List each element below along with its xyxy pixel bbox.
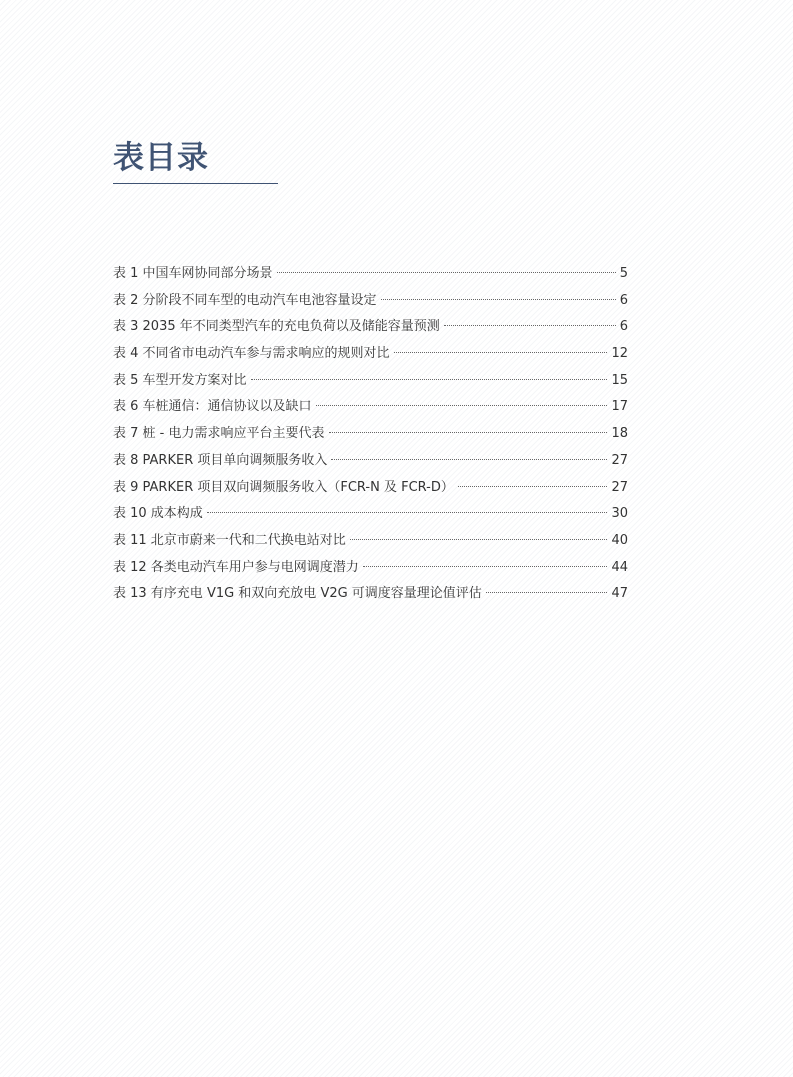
toc-entry-page: 5 bbox=[619, 266, 628, 281]
toc-dot-leader bbox=[277, 272, 616, 273]
toc-entry[interactable] bbox=[113, 342, 628, 369]
toc-entry-page: 17 bbox=[611, 399, 628, 415]
toc-entry-title: 表 3 2035 年不同类型汽车的充电负荷以及储能容量预测 bbox=[113, 319, 440, 335]
toc-entry-title: 表 12 各类电动汽车用户参与电网调度潜力 bbox=[113, 559, 359, 575]
toc-entry[interactable] bbox=[113, 395, 628, 422]
toc-dot-leader bbox=[444, 325, 616, 326]
table-of-contents bbox=[113, 262, 628, 609]
toc-entry-title: 表 6 车桩通信：通信协议以及缺口 bbox=[113, 399, 312, 415]
toc-entry[interactable] bbox=[113, 369, 628, 396]
toc-entry-page: 40 bbox=[611, 532, 628, 548]
toc-entry-title: 表 2 分阶段不同车型的电动汽车电池容量设定 bbox=[113, 292, 377, 308]
toc-dot-leader bbox=[458, 486, 608, 487]
toc-entry-title: 表 13 有序充电 V1G 和双向充放电 V2G 可调度容量理论值评估 bbox=[113, 586, 482, 602]
toc-entry-title: 表 8 PARKER 项目单向调频服务收入 bbox=[113, 452, 328, 468]
toc-entry-page: 44 bbox=[611, 559, 628, 575]
toc-entry[interactable] bbox=[113, 449, 628, 476]
toc-entry[interactable] bbox=[113, 556, 628, 583]
toc-entry-title: 表 7 桩 - 电力需求响应平台主要代表 bbox=[113, 426, 325, 442]
toc-entry-page: 47 bbox=[611, 586, 628, 602]
toc-dot-leader bbox=[350, 539, 608, 540]
toc-entry-title: 表 4 不同省市电动汽车参与需求响应的规则对比 bbox=[113, 346, 390, 362]
toc-dot-leader bbox=[316, 405, 608, 406]
toc-entry[interactable] bbox=[113, 582, 628, 609]
toc-dot-leader bbox=[363, 566, 608, 567]
toc-entry-page: 30 bbox=[611, 506, 628, 522]
toc-entry[interactable] bbox=[113, 422, 628, 449]
toc-entry[interactable] bbox=[113, 289, 628, 316]
page-heading: 表目录 bbox=[113, 140, 209, 176]
toc-entry-page: 27 bbox=[611, 479, 628, 495]
toc-entry[interactable] bbox=[113, 476, 628, 503]
toc-dot-leader bbox=[331, 459, 607, 460]
toc-dot-leader bbox=[381, 299, 616, 300]
toc-entry-title: 表 1 中国车网协同部分场景 bbox=[113, 266, 273, 281]
toc-entry-title: 表 5 车型开发方案对比 bbox=[113, 372, 247, 388]
toc-dot-leader bbox=[329, 432, 608, 433]
toc-entry-title: 表 11 北京市蔚来一代和二代换电站对比 bbox=[113, 532, 346, 548]
toc-entry-page: 15 bbox=[611, 372, 628, 388]
toc-dot-leader bbox=[394, 352, 608, 353]
toc-entry-page: 18 bbox=[611, 426, 628, 442]
toc-entry[interactable] bbox=[113, 529, 628, 556]
toc-dot-leader bbox=[207, 512, 608, 513]
toc-dot-leader bbox=[486, 592, 608, 593]
toc-entry[interactable] bbox=[113, 315, 628, 342]
toc-entry-page: 12 bbox=[611, 346, 628, 362]
toc-entry-title: 表 9 PARKER 项目双向调频服务收入（FCR-N 及 FCR-D） bbox=[113, 479, 454, 495]
toc-dot-leader bbox=[251, 379, 608, 380]
toc-entry[interactable] bbox=[113, 262, 628, 289]
toc-entry-page: 27 bbox=[611, 452, 628, 468]
heading-underline bbox=[113, 183, 278, 184]
toc-entry-page: 6 bbox=[619, 319, 628, 335]
toc-entry-page: 6 bbox=[619, 292, 628, 308]
toc-entry[interactable] bbox=[113, 502, 628, 529]
toc-entry-title: 表 10 成本构成 bbox=[113, 506, 203, 522]
